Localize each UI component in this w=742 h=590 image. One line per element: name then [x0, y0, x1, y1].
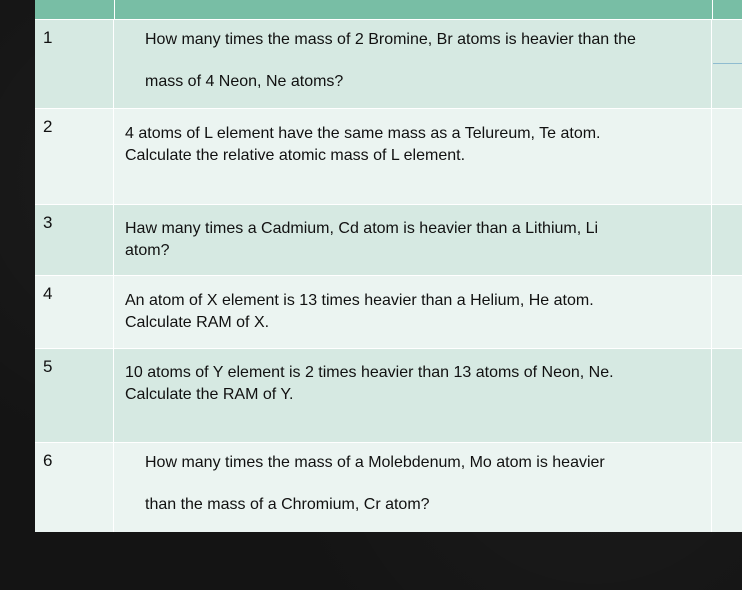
table-row	[35, 19, 742, 108]
row-number: 2	[43, 117, 53, 136]
row-number: 3	[43, 213, 53, 232]
number-cell	[35, 109, 114, 204]
question-cell	[115, 349, 712, 442]
table-header	[35, 0, 742, 19]
number-cell	[35, 205, 114, 275]
question-cell	[115, 20, 712, 108]
question-cell	[115, 109, 712, 204]
extra-cell	[712, 109, 742, 204]
header-cell-number	[35, 0, 115, 19]
extra-cell	[712, 276, 742, 348]
row-number: 4	[43, 284, 53, 303]
questions-table	[35, 0, 742, 532]
extra-cell	[712, 205, 742, 275]
question-line-1: How many times the mass of a Molebdenum, Mo atom is heavier	[145, 454, 605, 471]
extra-cell	[712, 349, 742, 442]
table-row	[35, 275, 742, 348]
question-line-2: Calculate the relative atomic mass of L element.	[125, 147, 466, 164]
question-line-2: mass of 4 Neon, Ne atoms?	[145, 73, 344, 90]
question-cell	[115, 276, 712, 348]
number-cell	[35, 443, 114, 532]
number-cell	[35, 349, 114, 442]
question-line-2: Calculate RAM of X.	[125, 314, 270, 331]
question-line-2: than the mass of a Chromium, Cr atom?	[145, 496, 430, 513]
number-cell	[35, 20, 114, 108]
extra-cell	[712, 443, 742, 532]
question-line-2: atom?	[125, 242, 170, 259]
extra-cell	[712, 20, 742, 108]
question-cell	[115, 443, 712, 532]
question-line-2: Calculate the RAM of Y.	[125, 386, 294, 403]
row-number: 6	[43, 451, 53, 470]
question-line-1: 4 atoms of L element have the same mass as a Telureum, Te atom.	[125, 125, 601, 142]
row-number: 1	[43, 28, 53, 47]
accent-line	[713, 63, 742, 64]
table-row	[35, 108, 742, 204]
question-line-1: An atom of X element is 13 times heavier than a Helium, He atom.	[125, 292, 594, 309]
question-cell	[115, 205, 712, 275]
question-line-1: Haw many times a Cadmium, Cd atom is heavier than a Lithium, Li	[125, 220, 599, 237]
row-number: 5	[43, 357, 53, 376]
table-row	[35, 442, 742, 532]
number-cell	[35, 276, 114, 348]
question-line-1: How many times the mass of 2 Bromine, Br atoms is heavier than the	[145, 31, 636, 48]
table-row	[35, 348, 742, 442]
header-cell-question	[115, 0, 713, 19]
question-line-1: 10 atoms of Y element is 2 times heavier than 13 atoms of Neon, Ne.	[125, 364, 614, 381]
table-row	[35, 204, 742, 275]
